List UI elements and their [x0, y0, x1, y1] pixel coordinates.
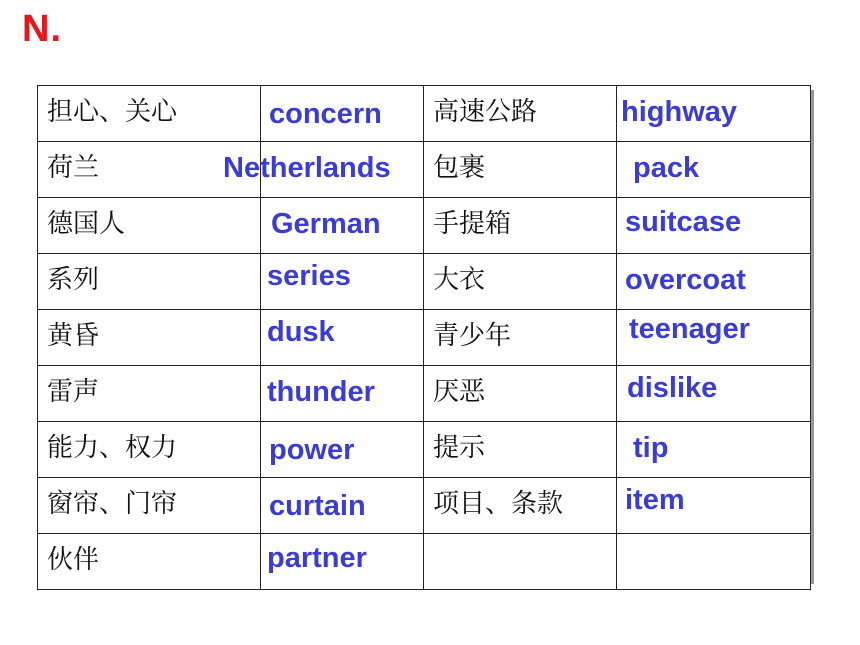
english-term-cell — [617, 198, 811, 254]
english-term: German — [271, 208, 381, 240]
chinese-term: 青少年 — [433, 321, 512, 351]
chinese-term: 系列 — [47, 265, 100, 295]
table-row — [38, 534, 811, 590]
english-term-cell — [261, 478, 424, 534]
english-term: suitcase — [625, 206, 742, 238]
english-term: thunder — [267, 376, 375, 408]
english-term: dusk — [267, 316, 335, 348]
english-term: tip — [633, 432, 669, 464]
chinese-term-cell — [424, 142, 617, 198]
english-term: series — [267, 260, 351, 292]
chinese-term-cell — [424, 422, 617, 478]
english-term-cell — [617, 310, 811, 366]
table-row — [38, 310, 811, 366]
table-row — [38, 478, 811, 534]
chinese-term: 提示 — [433, 433, 486, 463]
chinese-term-cell — [424, 478, 617, 534]
chinese-term-cell — [38, 534, 261, 590]
chinese-term-cell — [424, 86, 617, 142]
english-term-cell — [261, 366, 424, 422]
english-term-cell — [617, 86, 811, 142]
chinese-term-cell — [38, 86, 261, 142]
english-term: Netherlands — [223, 152, 391, 184]
chinese-term: 高速公路 — [433, 97, 538, 127]
chinese-term: 大衣 — [433, 265, 486, 295]
chinese-term-cell — [38, 310, 261, 366]
table-row — [38, 254, 811, 310]
chinese-term: 厌恶 — [433, 377, 486, 407]
english-term-cell — [261, 86, 424, 142]
english-term-cell — [261, 254, 424, 310]
page-heading: N. — [22, 8, 62, 50]
english-term-cell — [223, 142, 424, 198]
english-term-cell — [617, 422, 811, 478]
chinese-term-cell — [38, 198, 261, 254]
english-term-cell — [617, 478, 811, 534]
english-term: power — [269, 434, 355, 466]
english-term: pack — [633, 152, 700, 184]
chinese-term-cell — [424, 534, 617, 590]
chinese-term-cell — [38, 422, 261, 478]
chinese-term: 项目、条款 — [433, 489, 564, 519]
chinese-term: 手提箱 — [433, 209, 512, 239]
table-row — [38, 142, 811, 198]
chinese-term-cell — [424, 198, 617, 254]
chinese-term: 包裹 — [433, 153, 486, 183]
english-term-cell — [261, 310, 424, 366]
english-term: dislike — [627, 372, 718, 404]
chinese-term-cell — [424, 366, 617, 422]
english-term-cell — [261, 422, 424, 478]
english-term-cell — [261, 534, 424, 590]
table-row — [38, 86, 811, 142]
english-term: highway — [621, 96, 738, 128]
table-row — [38, 366, 811, 422]
english-term: teenager — [629, 313, 750, 345]
chinese-term: 德国人 — [47, 209, 126, 239]
table-row — [38, 422, 811, 478]
chinese-term-cell — [38, 254, 261, 310]
chinese-term: 担心、关心 — [47, 97, 178, 127]
chinese-term-cell — [424, 254, 617, 310]
chinese-term: 窗帘、门帘 — [47, 489, 178, 519]
chinese-term: 雷声 — [47, 377, 100, 407]
chinese-term: 荷兰 — [47, 153, 100, 183]
english-term-cell — [617, 142, 811, 198]
english-term: partner — [267, 542, 367, 574]
chinese-term: 能力、权力 — [47, 433, 178, 463]
english-term: curtain — [269, 490, 366, 522]
chinese-term-cell — [424, 310, 617, 366]
chinese-term-cell — [38, 366, 261, 422]
english-term-cell — [617, 366, 811, 422]
english-term-cell — [617, 254, 811, 310]
english-term-cell — [261, 198, 424, 254]
english-term-cell — [617, 534, 811, 590]
english-term: item — [625, 484, 685, 516]
vocabulary-table — [37, 85, 811, 590]
english-term: concern — [269, 98, 382, 130]
chinese-term: 黄昏 — [47, 321, 100, 351]
chinese-term: 伙伴 — [47, 545, 100, 575]
english-term: overcoat — [625, 264, 746, 296]
table-row — [38, 198, 811, 254]
chinese-term-cell — [38, 478, 261, 534]
